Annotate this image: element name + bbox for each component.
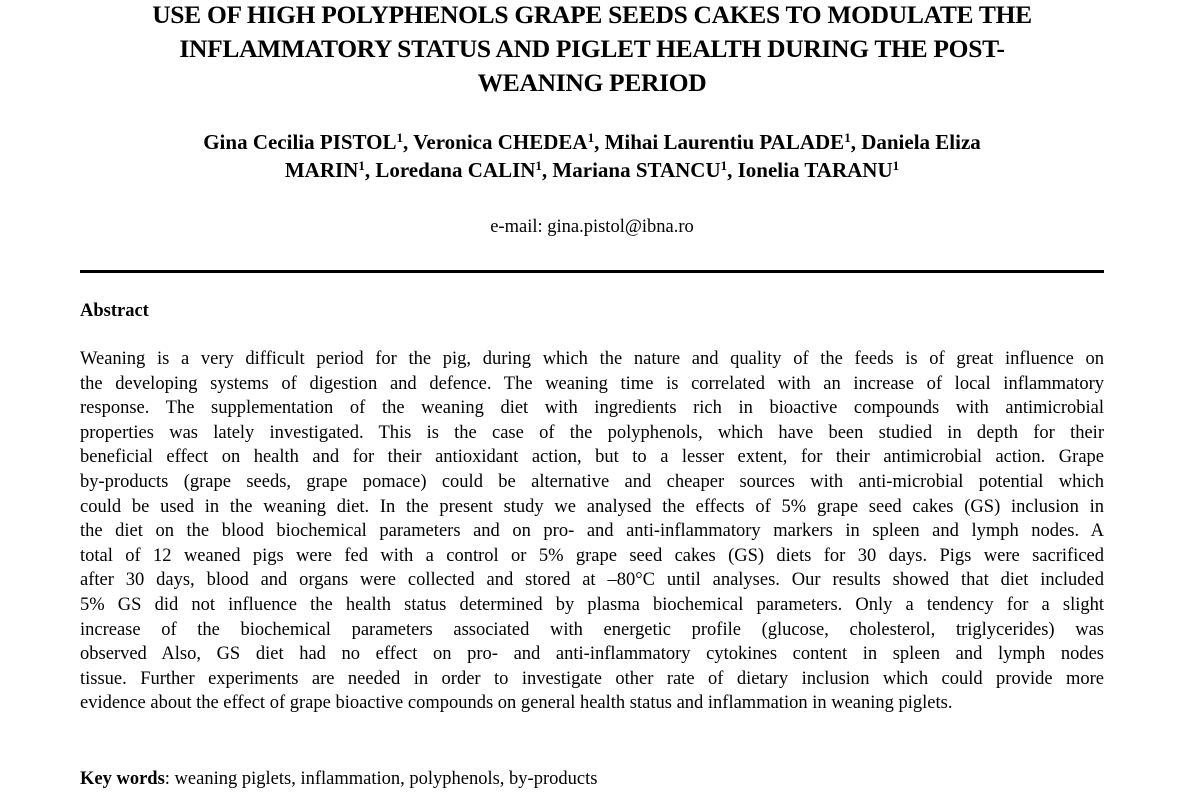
abstract-line: properties was lately investigated. This is the case of the polyphenols, which have been studied in depth for their [80, 422, 1104, 443]
author-line [80, 128, 1104, 156]
abstract-heading: Abstract [80, 301, 149, 321]
keywords-label: Key words [80, 769, 165, 789]
header-divider [80, 270, 1104, 273]
abstract-line: increase of the biochemical parameters associated with energetic profile (glucose, cholesterol, triglycerides) was [80, 619, 1104, 640]
abstract-line: 5% GS did not influence the health status determined by plasma biochemical parameters. Only a tendency for a slight [80, 594, 1104, 615]
author-name: MARIN [284, 158, 359, 182]
abstract-line: total of 12 weaned pigs were fed with a control or 5% grape seed cakes (GS) diets for 30 days. Pigs were sacrificed [80, 545, 1104, 566]
author-separator: , [594, 130, 605, 154]
author-name: Veronica CHEDEA [413, 130, 588, 154]
author-separator: , [364, 158, 376, 182]
author-name: Loredana CALIN [375, 158, 536, 182]
author-name: Mihai Laurentiu PALADE [604, 130, 845, 154]
author-line [80, 156, 1104, 184]
abstract-line: the developing systems of digestion and defence. The weaning time is correlated with an increase of local inflammatory [80, 373, 1104, 394]
author-name: Gina Cecilia PISTOL [203, 130, 397, 154]
author-separator: , [727, 158, 738, 182]
author-separator: , [541, 158, 553, 182]
abstract-line: evidence about the effect of grape bioactive compounds on general health status and inflammation in weaning piglets. [80, 693, 953, 714]
abstract-line: could be used in the weaning diet. In the present study we analysed the effects of 5% grape seed cakes (GS) inclusion in [80, 496, 1104, 517]
abstract-line: by-products (grape seeds, grape pomace) could be alternative and cheaper sources with anti-microbial potential which [80, 471, 1104, 492]
affiliation-marker: 1 [720, 158, 728, 173]
title-line: WEANING PERIOD [477, 68, 707, 97]
abstract-line: Weaning is a very difficult period for the pig, during which the nature and quality of the feeds is of great influence on [80, 349, 1104, 369]
title-line: INFLAMMATORY STATUS AND PIGLET HEALTH DURING THE POST- [179, 34, 1005, 63]
title-line: USE OF HIGH POLYPHENOLS GRAPE SEEDS CAKES TO MODULATE THE [152, 0, 1032, 29]
affiliation-marker: 1 [358, 158, 365, 173]
affiliation-marker: 1 [892, 158, 900, 173]
abstract-line: observed Also, GS diet had no effect on pro- and anti-inflammatory cytokines content in spleen and lymph nodes [80, 644, 1104, 665]
affiliation-marker: 1 [587, 130, 595, 145]
affiliation-marker: 1 [396, 130, 404, 145]
author-name: Daniela Eliza [861, 130, 981, 154]
paper-title [80, 0, 1104, 100]
abstract-line: tissue. Further experiments are needed in order to investigate other rate of dietary inclusion which could provide more [80, 668, 1104, 689]
author-separator: , [850, 130, 862, 154]
keywords [80, 767, 597, 791]
author-name: Ionelia TARANU [737, 158, 893, 182]
abstract-line: the diet on the blood biochemical parameters and on pro- and anti-inflammatory markers in spleen and lymph nodes. A [80, 521, 1104, 542]
abstract-line: after 30 days, blood and organs were collected and stored at –80°C until analyses. Our results showed that diet included [80, 570, 1104, 591]
abstract-body [80, 347, 1104, 716]
abstract-line: response. The supplementation of the weaning diet with ingredients rich in bioactive compounds with antimicrobial [80, 398, 1104, 419]
contact-email: e-mail: gina.pistol@ibna.ro [490, 217, 694, 237]
author-list [80, 128, 1104, 184]
affiliation-marker: 1 [844, 130, 851, 145]
affiliation-marker: 1 [535, 158, 542, 173]
author-name: Mariana STANCU [552, 158, 721, 182]
keywords-list: : weaning piglets, inflammation, polyphenols, by-products [164, 769, 598, 789]
author-separator: , [403, 130, 414, 154]
abstract-line: beneficial effect on health and for their antioxidant action, but to a lesser extent, for their antimicrobial action. Grape [80, 447, 1104, 468]
